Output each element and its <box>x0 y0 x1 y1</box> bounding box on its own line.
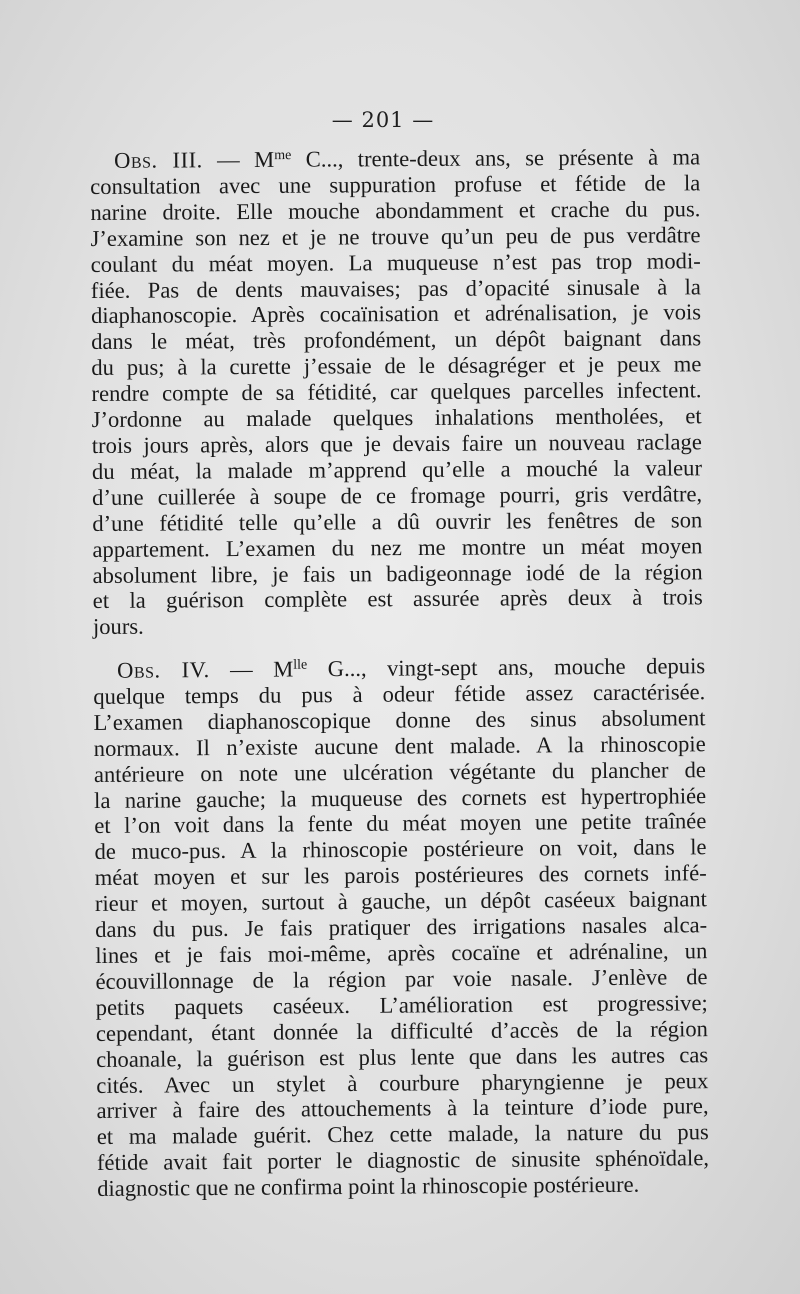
text-line: et ma malade guérit. Chez cette malade, la nature du pus <box>96 1119 709 1150</box>
text-line: du méat, la malade m’apprend qu’elle a mouché la valeur <box>91 455 703 484</box>
honorific-superscript: me <box>274 148 292 164</box>
observation-dash: — M <box>202 146 275 173</box>
text-line: L’examen diaphanoscopique donne des sinus absolument <box>93 705 706 735</box>
text-line: choanale, la guérison est plus lente que dans les autres cas <box>96 1041 709 1072</box>
text-line: fiée. Pas de dents mauvaises; pas d’opacité sinusale à la <box>90 273 701 303</box>
text-line: dans du pus. Je fais pratiquer des irrigations nasales alca- <box>95 912 708 943</box>
text-line: J’examine son nez et je ne trouve qu’un peu de pus verdâtre <box>90 221 701 251</box>
observation-3-paragraph <box>90 144 703 640</box>
text-line: d’une cuillerée à soupe de ce fromage pourri, gris verdâtre, <box>92 481 703 510</box>
text-line: trois jours après, alors que je devais faire un nouveau raclage <box>91 429 702 458</box>
paragraph-first-line <box>90 144 700 174</box>
text-line: appartement. L’examen du nez me montre un méat moyen <box>92 532 703 562</box>
text-line: rendre compte de sa fétidité, car quelques parcelles infectent. <box>91 377 702 407</box>
text-line: rieur et moyen, surtout à gauche, un dépôt caséeux baignant <box>94 886 708 917</box>
text-line: diagnostic que ne confirma point la rhinoscopie postérieure. <box>97 1171 640 1202</box>
text-line: petits paquets caséeux. L’amélioration est progressive; <box>95 989 708 1020</box>
text-line: normaux. Il n’existe aucune dent malade. A la rhinoscopie <box>93 730 706 761</box>
text-line: G..., vingt-sept ans, mouche depuis <box>307 653 706 682</box>
text-line: dans le méat, très profondément, un dépôt baignant dans <box>91 325 702 355</box>
text-line: arriver à faire des attouchements à la teinture d’iode pure, <box>96 1093 709 1124</box>
text-line: de muco-pus. A la rhinoscopie postérieure on voit, dans le <box>94 834 707 865</box>
text-line: méat moyen et sur les parois postérieures des cornets infé- <box>94 860 707 891</box>
observation-dash: — M <box>209 656 294 683</box>
text-line: jours. <box>92 613 144 640</box>
page-number: — 201 — <box>331 108 435 132</box>
observation-4-paragraph <box>93 653 709 1202</box>
text-line: écouvillonnage de la région par voie nasale. J’enlève de <box>95 964 708 994</box>
honorific-superscript: lle <box>293 657 308 673</box>
text-line: consultation avec une suppuration profuse et fétide de la <box>90 170 701 199</box>
text-line: cependant, étant donnée la difficulté d’accès de la région <box>95 1015 709 1046</box>
text-line: et l’on voit dans la fente du méat moyen une petite traînée <box>94 808 707 839</box>
text-line: lines et je fais moi-même, après cocaïne et adrénaline, un <box>95 938 708 968</box>
text-line: diaphanoscopie. Après cocaïnisation et adrénalisation, je vois <box>90 299 702 329</box>
text-line: d’une fétidité telle qu’elle a dû ouvrir les fenêtres de son <box>92 506 703 536</box>
text-line: antérieure on note une ulcération végétante du plancher de <box>93 756 706 787</box>
text-line: J’ordonne au malade quelques inhalations mentholées, et <box>91 403 702 433</box>
text-line: absolument libre, je fais un badigeonnage iodé de la région <box>92 558 703 588</box>
observation-label: Obs. III. <box>113 147 203 173</box>
observation-label: Obs. IV. <box>116 657 210 683</box>
text-line: cités. Avec un stylet à courbure pharyngienne je peux <box>96 1067 709 1098</box>
text-line: la narine gauche; la muqueuse des cornets est hypertrophiée <box>94 782 707 813</box>
text-line: du pus; à la curette j’essaie de le désagréger et je peux me <box>91 351 702 381</box>
text-line: coulant du méat moyen. La muqueuse n’est pas trop modi- <box>90 247 701 277</box>
text-line: narine droite. Elle mouche abondamment et crache du pus. <box>90 196 701 225</box>
text-line: quelque temps du pus à odeur fétide assez caractérisée. <box>93 679 706 709</box>
text-line: fétide avait fait porter le diagnostic de sinusite sphénoïdale, <box>96 1145 710 1176</box>
text-line: et la guérison complète est assurée après deux à trois <box>92 584 703 614</box>
text-line: C..., trente-deux ans, se présente à ma <box>291 144 701 172</box>
